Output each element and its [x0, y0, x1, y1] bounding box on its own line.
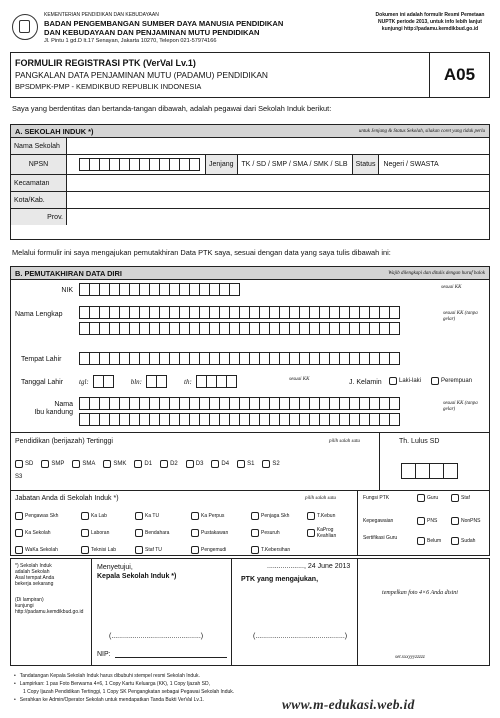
level-label: SD — [25, 461, 34, 467]
belum-checkbox[interactable]: Belum — [417, 537, 441, 545]
th-lulus-cells[interactable] — [401, 463, 457, 479]
divider-pendidikan — [11, 432, 489, 433]
jabatan-option[interactable] — [251, 512, 307, 520]
note-2: Lampirkan: 1 pas Foto Berwarna 4×6, 1 Copy Kartu Keluarga (KK), 1 Copy Ijazah SD, — [19, 681, 211, 687]
jabatan-label: WaKa Sekolah — [25, 547, 58, 553]
kepala-label: Kepala Sekolah Induk *) — [97, 573, 177, 580]
sudah-checkbox[interactable]: Sudah — [451, 537, 475, 545]
fungsi-ptk-label: Fungsi PTK — [363, 495, 390, 501]
status-options[interactable]: Negeri / SWASTA — [383, 161, 439, 168]
photo-placeholder: tempelkan foto 4×6 Anda disini — [382, 590, 458, 596]
level-option-d2[interactable] — [160, 460, 178, 468]
pendidikan-options[interactable] — [15, 460, 280, 468]
jabatan-option[interactable] — [191, 546, 251, 554]
jabatan-option[interactable] — [135, 546, 191, 554]
jabatan-label: Ka Sekolah — [25, 530, 51, 536]
prov-label: Prov. — [11, 209, 67, 225]
jabatan-label: Teknisi Lab — [91, 547, 117, 553]
section-b — [10, 266, 490, 556]
ministry-name: KEMENTERIAN PENDIDIKAN DAN KEBUDAYAAN — [44, 12, 159, 18]
level-label: D1 — [144, 461, 153, 467]
checkbox-icon — [160, 460, 168, 468]
agency-address: Jl. Pintu 1 gd.D lt.17 Senayan, Jakarta 10270, Telepon 021-57974166 — [44, 38, 217, 44]
level-option-sd[interactable] — [15, 460, 33, 468]
jenjang-options[interactable]: TK / SD / SMP / SMA / SMK / SLB — [238, 155, 353, 174]
level-option-d1[interactable] — [134, 460, 152, 468]
jabatan-option[interactable] — [251, 546, 307, 554]
jkelamin-label: J. Kelamin — [349, 379, 382, 386]
staf-checkbox[interactable]: Staf — [451, 494, 470, 502]
jabatan-option[interactable] — [15, 527, 81, 539]
menyetujui-label: Menyetujui, — [97, 564, 133, 571]
level-option-sma[interactable] — [72, 460, 95, 468]
checkbox-icon — [135, 529, 143, 537]
pendidikan-note: pilih salah satu — [329, 439, 360, 444]
level-s3-label: S3 — [15, 474, 23, 480]
jabatan-label: Pengawas Skh — [25, 513, 59, 519]
checkbox-icon — [307, 512, 315, 520]
kepala-sign-line[interactable]: (..............................................) — [109, 633, 204, 640]
prov-input[interactable] — [67, 209, 489, 225]
checkbox-icon — [191, 546, 199, 554]
nip-label: NIP: — [97, 651, 111, 658]
checkbox-icon — [262, 460, 270, 468]
tanggal-lahir-fields[interactable] — [79, 375, 236, 388]
section-b-title: B. PEMUTAKHIRAN DATA DIRI — [15, 268, 122, 278]
jabatan-label: Jabatan Anda di Sekolah Induk *) — [15, 495, 119, 502]
npsn-label: NPSN — [11, 155, 67, 174]
sig-divider-3 — [357, 559, 358, 665]
divider-jabatan — [11, 490, 489, 491]
checkbox-icon — [135, 546, 143, 554]
divider-vertical — [379, 432, 380, 490]
jabatan-label: KaProg Keahlian — [316, 527, 337, 539]
jabatan-label: T.Kebun — [317, 513, 336, 519]
checkbox-icon — [135, 512, 143, 520]
form-title: FORMULIR REGISTRASI PTK (VerVal Lv.1) — [15, 58, 196, 68]
footnote-2: (Di lampiran) kunjungi http://padamu.kemdikbud.go.id — [15, 597, 84, 615]
jabatan-options[interactable] — [15, 512, 353, 554]
jabatan-label: Ka Lab — [91, 513, 107, 519]
ministry-logo — [12, 14, 38, 40]
checkbox-icon — [15, 546, 23, 554]
form-code: A05 — [429, 53, 489, 97]
empty-cell — [307, 546, 353, 554]
sig-divider-1 — [91, 559, 92, 665]
level-option-d3[interactable] — [186, 460, 204, 468]
title-box — [10, 52, 490, 98]
jabatan-label: Pustakawan — [201, 530, 229, 536]
checkbox-icon — [237, 460, 245, 468]
checkbox-icon — [211, 460, 219, 468]
level-option-s2[interactable] — [262, 460, 279, 468]
tempat-lahir-cells[interactable] — [79, 352, 399, 365]
nama-ibu-label: Nama Ibu kandung — [34, 401, 73, 416]
date-line[interactable]: ..................., 24 June 2013 — [267, 563, 351, 570]
jabatan-label: Ka Perpus — [201, 513, 225, 519]
jabatan-label: Laboran — [91, 530, 110, 536]
jabatan-option[interactable] — [81, 527, 135, 539]
jabatan-option[interactable] — [307, 527, 353, 539]
jabatan-option[interactable] — [81, 512, 135, 520]
agency-line2: DAN KEBUDAYAAN DAN PENJAMINAN MUTU PENDIDIKAN — [44, 28, 260, 37]
pns-checkbox[interactable]: PNS — [417, 517, 437, 525]
pendidikan-label: Pendidikan (berijazah) Tertinggi — [15, 438, 113, 445]
level-label: SMK — [113, 461, 127, 467]
section-a — [10, 124, 490, 240]
level-label: SMP — [51, 461, 65, 467]
jabatan-label: Pengemudi — [201, 547, 227, 553]
jabatan-label: Pesuruh — [261, 530, 280, 536]
section-a-note: untuk Jenjang & Status Sekolah, silakan coret yang tidak perlu — [358, 128, 485, 134]
laki-checkbox[interactable] — [389, 377, 421, 385]
ptk-label: PTK yang mengajukan, — [241, 576, 319, 583]
divider-jabatan-vertical — [357, 490, 358, 556]
checkbox-icon — [186, 460, 194, 468]
jabatan-option[interactable] — [307, 512, 353, 520]
th-label: th: — [184, 377, 192, 386]
checkbox-icon — [81, 512, 89, 520]
kecamatan-label: Kecamatan — [11, 175, 67, 191]
nonpns-checkbox[interactable]: NonPNS — [451, 517, 480, 525]
tempat-lahir-label: Tempat Lahir — [21, 356, 62, 363]
level-label: S1 — [247, 461, 255, 467]
npsn-cells[interactable] — [79, 158, 199, 171]
tanggal-lahir-label: Tanggal Lahir — [21, 379, 64, 386]
level-option-smp[interactable] — [41, 460, 64, 468]
nik-note: sesuai KK — [441, 285, 462, 290]
kecamatan-input[interactable] — [67, 175, 489, 191]
checkbox-icon — [251, 546, 259, 554]
nama-ibu-cells[interactable] — [79, 397, 399, 426]
nama-lengkap-note: sesuai KK (tanpa gelar) — [443, 311, 478, 322]
section-a-title: A. SEKOLAH INDUK *) — [15, 126, 94, 136]
checkbox-icon — [251, 512, 259, 520]
kepegawaian-label: Kepegawaian — [363, 518, 394, 524]
nik-cells[interactable] — [79, 283, 239, 296]
level-label: S2 — [272, 461, 280, 467]
intro-text: Saya yang berdentitas dan bertanda-tangan dibawah, adalah pegawai dari Sekolah Induk berikut: — [12, 104, 332, 113]
tanggal-lahir-note: sesuai KK — [289, 377, 310, 382]
checkbox-icon — [251, 529, 259, 537]
official-note: Dokumen ini adalah formulir Resmi Pemetaan NUPTK periode 2013, untuk info lebih lanjut kunjungi http://padamu.kemdikbud.go.id — [375, 12, 485, 32]
nip-line[interactable] — [115, 657, 227, 658]
ptk-sign-line[interactable]: (..............................................) — [253, 633, 348, 640]
jabatan-option[interactable] — [135, 512, 191, 520]
form-subtitle: PANGKALAN DATA PENJAMINAN MUTU (PADAMU) PENDIDIKAN — [15, 70, 268, 80]
signature-section — [10, 558, 490, 666]
jabatan-label: Bendahara — [145, 530, 170, 536]
note-4: Serahkan ke Admin/Operator Sekolah untuk mendapatkan Tanda Bukti VerVal Lv.1. — [19, 697, 205, 703]
nama-ibu-note: sesuai KK (tanpa gelar) — [443, 401, 478, 412]
perempuan-checkbox[interactable] — [431, 377, 472, 385]
level-option-d4[interactable] — [211, 460, 229, 468]
checkbox-icon — [307, 529, 315, 537]
sertifikasi-label: Sertifikasi Guru — [363, 535, 398, 541]
sig-divider-2 — [231, 559, 232, 665]
checkbox-icon — [191, 529, 199, 537]
level-label: D2 — [170, 461, 178, 467]
kota-label: Kota/Kab. — [11, 192, 67, 208]
jabatan-label: Ka TU — [145, 513, 160, 519]
jabatan-option[interactable] — [15, 546, 81, 554]
perempuan-label: Perempuan — [441, 378, 473, 384]
checkbox-icon — [72, 460, 80, 468]
watermark: www.m-edukasi.web.id — [282, 697, 415, 712]
jabatan-note: pilih salah satu — [305, 496, 336, 501]
checkbox-icon — [81, 546, 89, 554]
note-3: 1 Copy Ijazah Pendidikan Tertinggi, 1 Copy SK Pengangkatan sebagai Pegawai Sekolah Induk. — [23, 689, 235, 695]
middle-text: Melalui formulir ini saya mengajukan pemutakhiran Data PTK saya, sesuai dengan data yang saya tulis dibawah ini: — [12, 248, 391, 257]
checkbox-icon — [15, 460, 23, 468]
section-b-note: Wajib dilengkapi dan ditulis dengan huruf balok — [388, 270, 485, 276]
jenjang-label: Jenjang — [205, 155, 238, 174]
agency-line1: BADAN PENGEMBANGAN SUMBER DAYA MANUSIA PENDIDIKAN — [44, 19, 284, 28]
serial-number: ser.xxxyyyzzzzz — [395, 655, 425, 660]
jabatan-option[interactable] — [191, 512, 251, 520]
checkbox-icon — [15, 512, 23, 520]
jabatan-label: T.Kebersihan — [261, 547, 291, 553]
checkbox-icon — [15, 529, 23, 537]
tgl-label: tgl: — [79, 377, 89, 386]
checkbox-icon — [191, 512, 199, 520]
nama-sekolah-input[interactable] — [67, 138, 489, 154]
jabatan-label: Penjaga Skh — [261, 513, 290, 519]
jabatan-option[interactable] — [15, 512, 81, 520]
checkbox-icon — [103, 460, 111, 468]
jabatan-option[interactable] — [251, 527, 307, 539]
nama-lengkap-cells[interactable] — [79, 306, 399, 335]
jabatan-option[interactable] — [81, 546, 135, 554]
level-s3-option[interactable] — [15, 474, 22, 480]
notes-list: • Tandatangan Kepala Sekolah Induk harus dibubuhi stempel resmi Sekolah Induk. • Lampirkan: 1 pas Foto Berwarna 4×6, 1 Copy Kartu Keluarga (KK), 1 Copy Ijazah SD, 1 Copy Ijazah Pendidikan Tertinggi, 1 Copy SK Pengangkatan sebagai Pegawai Sekolah Induk. • Serahkan ke Admin/Operator Sekolah untuk mendapatkan Tanda Bukti VerVal Lv.1. — [14, 672, 484, 704]
jabatan-option[interactable] — [135, 527, 191, 539]
note-1: Tandatangan Kepala Sekolah Induk harus dibubuhi stempel resmi Sekolah Induk. — [19, 673, 200, 679]
nama-lengkap-label: Nama Lengkap — [15, 311, 63, 318]
level-option-smk[interactable] — [103, 460, 126, 468]
th-lulus-label: Th. Lulus SD — [399, 438, 440, 445]
nama-sekolah-label: Nama Sekolah — [11, 138, 67, 154]
nik-label: NIK — [61, 287, 73, 294]
kota-input[interactable] — [67, 192, 489, 208]
jabatan-option[interactable] — [191, 527, 251, 539]
checkbox-icon — [41, 460, 49, 468]
checkbox-icon — [134, 460, 142, 468]
level-label: SMA — [82, 461, 96, 467]
jabatan-label: Staf TU — [145, 547, 162, 553]
level-label: D3 — [195, 461, 204, 467]
footnote-1: *) Sekolah Induk adalah Sekolah Asal tempat Anda bekerja sekarang — [15, 563, 55, 587]
level-option-s1[interactable] — [237, 460, 254, 468]
status-label: Status — [353, 155, 380, 174]
bln-label: bln: — [130, 377, 143, 386]
guru-checkbox[interactable]: Guru — [417, 494, 438, 502]
level-label: D4 — [221, 461, 230, 467]
checkbox-icon — [81, 529, 89, 537]
laki-label: Laki-laki — [399, 378, 422, 384]
form-org: BPSDMPK-PMP - KEMDIKBUD REPUBLIK INDONESIA — [15, 82, 202, 91]
